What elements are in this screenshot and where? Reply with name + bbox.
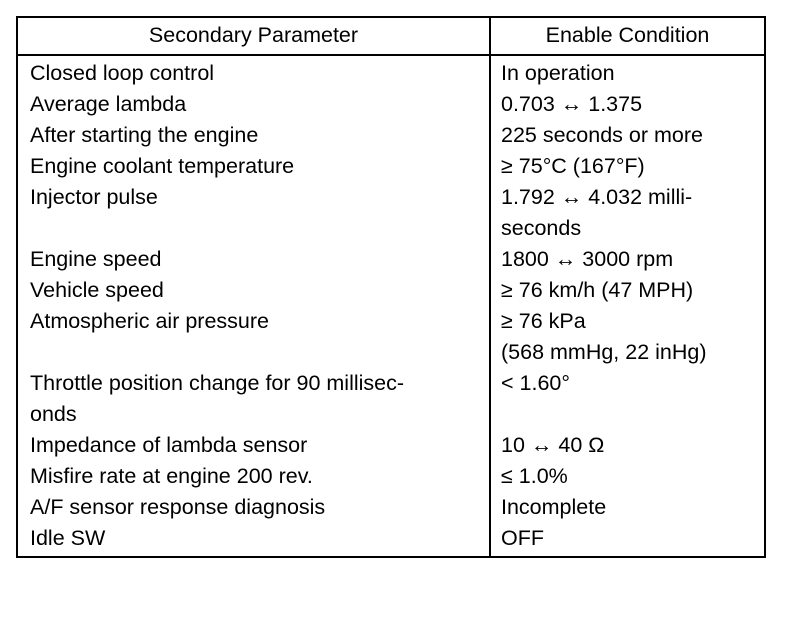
table-row [17,89,765,120]
table-row [17,151,765,182]
condition-text: Incomplete [501,495,607,519]
enable-condition-table [16,16,766,558]
parameter-cell [17,523,490,557]
condition-text: < 1.60° [501,371,570,395]
condition-cell [490,151,765,182]
parameter-text: Injector pulse [30,185,158,209]
table-row [17,523,765,557]
table-row [17,306,765,368]
parameter-cell [17,182,490,244]
parameter-text: Engine coolant temperature [30,154,295,178]
parameter-text: Engine speed [30,247,162,271]
condition-text: ≥ 75°C (167°F) [501,154,645,178]
table-row [17,244,765,275]
condition-cell [490,430,765,461]
parameter-text: After starting the engine [30,123,259,147]
parameter-text-line-2: onds [30,402,77,426]
parameter-cell [17,461,490,492]
condition-text: In operation [501,61,615,85]
parameter-text: A/F sensor response diagnosis [30,495,326,519]
parameter-text: Atmospheric air pressure [30,309,269,333]
condition-cell [490,55,765,89]
condition-text-line-2: (568 mmHg, 22 inHg) [501,340,707,364]
table-row [17,120,765,151]
condition-text-line-2: seconds [501,216,582,240]
condition-cell [490,89,765,120]
parameter-text: Vehicle speed [30,278,164,302]
table-row [17,368,765,430]
parameter-cell [17,368,490,430]
parameter-text-line-1: Throttle position change for 90 millisec- [30,371,405,395]
enable-condition-table-container [16,16,764,558]
table-row [17,182,765,244]
condition-text: 0.703 ↔ 1.375 [501,92,643,116]
parameter-cell [17,244,490,275]
parameter-cell [17,120,490,151]
parameter-text: Average lambda [30,92,187,116]
parameter-cell [17,430,490,461]
parameter-text: Impedance of lambda sensor [30,433,308,457]
table-row [17,461,765,492]
table-body [17,55,765,557]
parameter-cell [17,55,490,89]
header-secondary-parameter: Secondary Parameter [17,17,490,55]
condition-text: OFF [501,526,544,550]
parameter-text: Closed loop control [30,61,215,85]
header-enable-condition: Enable Condition [490,17,765,55]
condition-cell [490,523,765,557]
table-row [17,430,765,461]
condition-text: 10 ↔ 40 Ω [501,433,605,457]
condition-text: 1800 ↔ 3000 rpm [501,247,674,271]
condition-cell [490,244,765,275]
condition-text: ≥ 76 km/h (47 MPH) [501,278,694,302]
condition-cell [490,306,765,368]
parameter-cell [17,151,490,182]
condition-cell [490,120,765,151]
condition-cell [490,368,765,430]
condition-text: ≤ 1.0% [501,464,568,488]
condition-cell [490,461,765,492]
parameter-cell [17,492,490,523]
table-row [17,55,765,89]
condition-text: 225 seconds or more [501,123,703,147]
table-row [17,492,765,523]
condition-text-line-1: 1.792 ↔ 4.032 milli- [501,185,693,209]
parameter-text: Misfire rate at engine 200 rev. [30,464,313,488]
parameter-text: Idle SW [30,526,106,550]
parameter-cell [17,89,490,120]
table-row [17,275,765,306]
parameter-cell [17,306,490,368]
parameter-cell [17,275,490,306]
condition-text-line-1: ≥ 76 kPa [501,309,586,333]
condition-cell [490,275,765,306]
condition-cell [490,492,765,523]
table-header-row [17,17,765,55]
condition-cell [490,182,765,244]
